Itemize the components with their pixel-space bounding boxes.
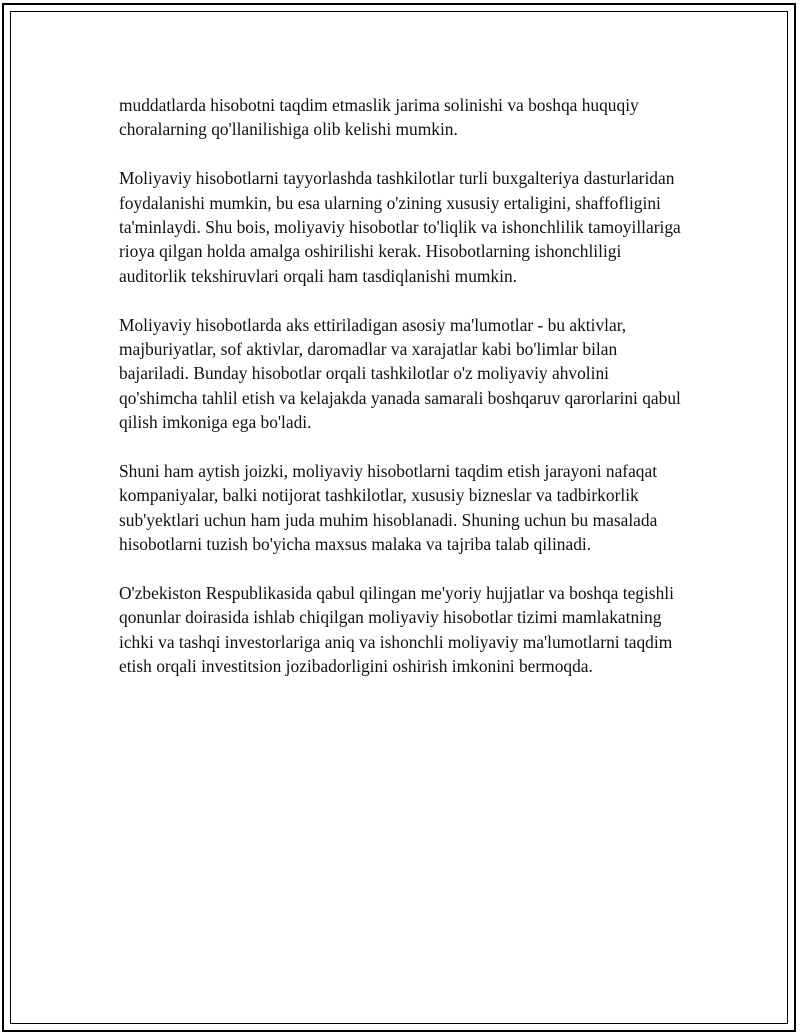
document-body	[119, 93, 689, 703]
paragraph-importance: Shuni ham aytish joizki, moliyaviy hisobotlarni taqdim etish jarayoni nafaqat kompaniyalar, balki notijorat tashkilotlar, xususiy bizneslar va tadbirkorlik sub'yektlari uchun ham juda muhim hisoblanadi. Shuning uchun bu masalada hisobotlarni tuzish bo'yicha maxsus malaka va tajriba talab qilinadi.	[119, 461, 658, 555]
paragraph-accounting-software: Moliyaviy hisobotlarni tayyorlashda tashkilotlar turli buxgalteriya dasturlaridan foydalanishi mumkin, bu esa ularning o'zining xususiy ertaligini, shaffofligini ta'minlaydi. Shu bois, moliyaviy hisobotlar to'liqlik va ishonchlilik tamoyillariga rioya qilgan holda amalga oshirilishi kerak. Hisobotlarning ishonchliligi auditorlik tekshiruvlari orqali ham tasdiqlanishi mumkin.	[119, 168, 681, 286]
paragraph-uzbekistan-system: O'zbekiston Respublikasida qabul qilingan me'yoriy hujjatlar va boshqa tegishli qonunlar doirasida ishlab chiqilgan moliyaviy hisobotlar tizimi mamlakatning ichki va tashqi investorlariga aniq va ishonchli moliyaviy ma'lumotlarni taqdim etish orqali investitsion jozibadorligini oshirish imkonini bermoqda.	[119, 583, 674, 677]
paragraph-key-information: Moliyaviy hisobotlarda aks ettiriladigan asosiy ma'lumotlar - bu aktivlar, majburiyatlar, sof aktivlar, daromadlar va xarajatlar kabi bo'limlar bilan bajariladi. Bunday hisobotlar orqali tashkilotlar o'z moliyaviy ahvolini qo'shimcha tahlil etish va kelajakda yanada samarali boshqaruv qarorlarini qabul qilish imkoniga ega bo'ladi.	[119, 314, 681, 433]
paragraph-deadline-penalties: muddatlarda hisobotni taqdim etmaslik jarima solinishi va boshqa huquqiy choralarning qo'llanilishiga olib kelishi mumkin.	[119, 95, 639, 140]
